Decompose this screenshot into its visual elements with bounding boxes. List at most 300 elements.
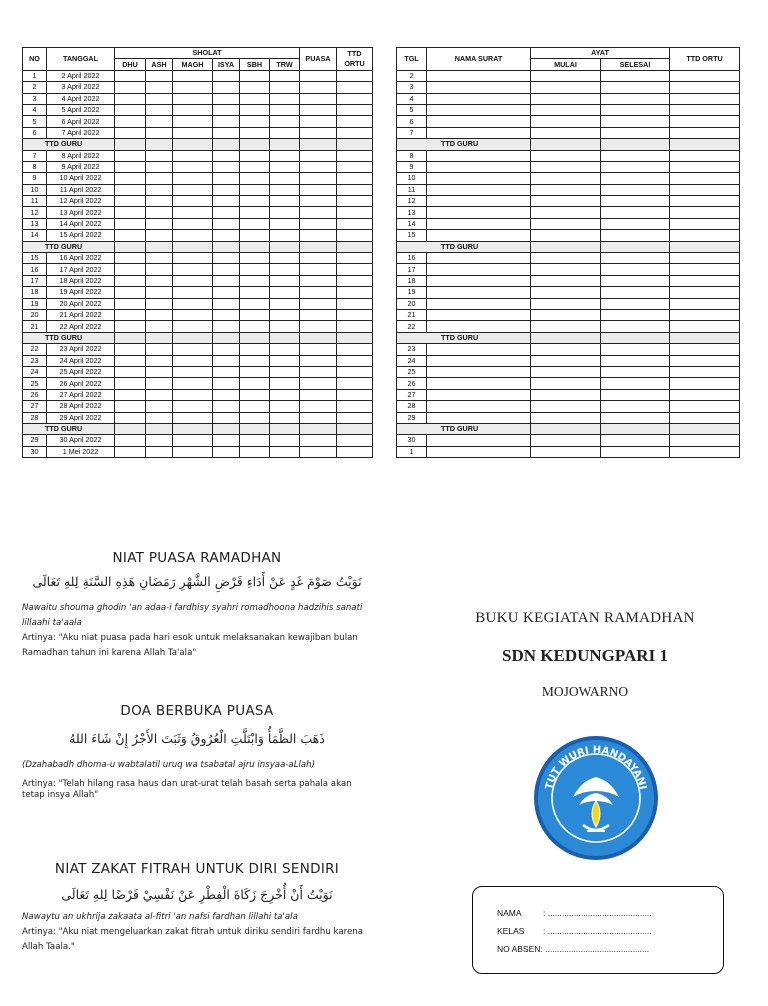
ttd-guru-cell[interactable] [173,241,213,252]
checklist-cell[interactable] [270,161,300,172]
checklist-cell[interactable] [213,389,240,400]
entry-cell[interactable] [670,264,740,275]
checklist-cell[interactable] [213,344,240,355]
entry-cell[interactable] [531,378,601,389]
ttd-guru-cell[interactable] [146,139,173,150]
checklist-cell[interactable] [240,309,270,320]
ttd-guru-cell[interactable] [270,139,300,150]
entry-cell[interactable] [531,150,601,161]
checklist-cell[interactable] [146,287,173,298]
checklist-cell[interactable] [300,435,337,446]
checklist-cell[interactable] [240,378,270,389]
ttd-guru-cell[interactable] [300,423,337,434]
checklist-cell[interactable] [300,378,337,389]
checklist-cell[interactable] [300,287,337,298]
checklist-cell[interactable] [146,161,173,172]
checklist-cell[interactable] [173,184,213,195]
checklist-cell[interactable] [270,218,300,229]
checklist-cell[interactable] [115,93,146,104]
checklist-cell[interactable] [337,378,373,389]
checklist-cell[interactable] [337,309,373,320]
entry-cell[interactable] [601,82,670,93]
checklist-cell[interactable] [115,389,146,400]
checklist-cell[interactable] [240,412,270,423]
entry-cell[interactable] [427,70,531,81]
checklist-cell[interactable] [240,127,270,138]
entry-cell[interactable] [601,218,670,229]
entry-cell[interactable] [601,446,670,457]
checklist-cell[interactable] [146,264,173,275]
checklist-cell[interactable] [240,207,270,218]
ttd-guru-cell[interactable] [173,423,213,434]
entry-cell[interactable] [531,82,601,93]
checklist-cell[interactable] [213,401,240,412]
ttd-guru-cell[interactable] [240,332,270,343]
checklist-cell[interactable] [146,412,173,423]
ttd-guru-cell[interactable] [337,139,373,150]
checklist-cell[interactable] [115,355,146,366]
checklist-cell[interactable] [240,287,270,298]
checklist-cell[interactable] [146,127,173,138]
checklist-cell[interactable] [337,207,373,218]
ttd-guru-cell[interactable] [531,241,601,252]
ttd-guru-cell[interactable] [270,332,300,343]
checklist-cell[interactable] [337,401,373,412]
checklist-cell[interactable] [300,93,337,104]
checklist-cell[interactable] [337,70,373,81]
checklist-cell[interactable] [146,184,173,195]
checklist-cell[interactable] [337,150,373,161]
entry-cell[interactable] [670,287,740,298]
checklist-cell[interactable] [300,253,337,264]
entry-cell[interactable] [670,218,740,229]
ttd-guru-cell[interactable] [337,423,373,434]
checklist-cell[interactable] [213,446,240,457]
checklist-cell[interactable] [115,287,146,298]
entry-cell[interactable] [601,412,670,423]
entry-cell[interactable] [531,173,601,184]
checklist-cell[interactable] [173,116,213,127]
checklist-cell[interactable] [115,150,146,161]
ttd-guru-cell[interactable] [531,423,601,434]
entry-cell[interactable] [427,309,531,320]
checklist-cell[interactable] [240,70,270,81]
entry-cell[interactable] [427,173,531,184]
entry-cell[interactable] [531,253,601,264]
checklist-cell[interactable] [337,264,373,275]
checklist-cell[interactable] [173,309,213,320]
checklist-cell[interactable] [300,344,337,355]
ttd-guru-cell[interactable] [337,332,373,343]
checklist-cell[interactable] [115,173,146,184]
checklist-cell[interactable] [173,355,213,366]
checklist-cell[interactable] [146,253,173,264]
entry-cell[interactable] [427,82,531,93]
entry-cell[interactable] [601,401,670,412]
entry-cell[interactable] [601,366,670,377]
entry-cell[interactable] [427,150,531,161]
checklist-cell[interactable] [240,161,270,172]
ttd-guru-cell[interactable] [240,241,270,252]
ttd-guru-cell[interactable] [601,241,670,252]
checklist-cell[interactable] [213,287,240,298]
checklist-cell[interactable] [173,298,213,309]
checklist-cell[interactable] [173,435,213,446]
entry-cell[interactable] [531,321,601,332]
checklist-cell[interactable] [213,104,240,115]
checklist-cell[interactable] [337,82,373,93]
ttd-guru-cell[interactable] [146,332,173,343]
nama-field[interactable]: : ............................................ [543,908,652,918]
checklist-cell[interactable] [240,150,270,161]
checklist-cell[interactable] [213,150,240,161]
checklist-cell[interactable] [270,287,300,298]
checklist-cell[interactable] [337,275,373,286]
checklist-cell[interactable] [240,230,270,241]
checklist-cell[interactable] [213,184,240,195]
checklist-cell[interactable] [213,321,240,332]
checklist-cell[interactable] [173,218,213,229]
checklist-cell[interactable] [115,104,146,115]
checklist-cell[interactable] [173,287,213,298]
entry-cell[interactable] [531,264,601,275]
entry-cell[interactable] [670,104,740,115]
checklist-cell[interactable] [146,321,173,332]
entry-cell[interactable] [427,412,531,423]
checklist-cell[interactable] [173,230,213,241]
ttd-guru-cell[interactable] [173,332,213,343]
entry-cell[interactable] [670,207,740,218]
checklist-cell[interactable] [240,355,270,366]
checklist-cell[interactable] [300,355,337,366]
entry-cell[interactable] [601,116,670,127]
entry-cell[interactable] [601,184,670,195]
entry-cell[interactable] [531,196,601,207]
entry-cell[interactable] [531,355,601,366]
entry-cell[interactable] [531,207,601,218]
checklist-cell[interactable] [146,104,173,115]
entry-cell[interactable] [531,401,601,412]
checklist-cell[interactable] [240,82,270,93]
checklist-cell[interactable] [337,104,373,115]
entry-cell[interactable] [427,230,531,241]
ttd-guru-cell[interactable] [240,139,270,150]
ttd-guru-cell[interactable] [670,139,740,150]
checklist-cell[interactable] [146,218,173,229]
ttd-guru-cell[interactable] [213,423,240,434]
entry-cell[interactable] [601,275,670,286]
checklist-cell[interactable] [146,275,173,286]
entry-cell[interactable] [670,93,740,104]
ttd-guru-cell[interactable] [601,423,670,434]
ttd-guru-cell[interactable] [240,423,270,434]
entry-cell[interactable] [427,366,531,377]
checklist-cell[interactable] [240,435,270,446]
checklist-cell[interactable] [115,435,146,446]
entry-cell[interactable] [670,401,740,412]
checklist-cell[interactable] [300,446,337,457]
checklist-cell[interactable] [337,344,373,355]
entry-cell[interactable] [670,389,740,400]
checklist-cell[interactable] [146,366,173,377]
checklist-cell[interactable] [270,298,300,309]
checklist-cell[interactable] [270,389,300,400]
checklist-cell[interactable] [270,70,300,81]
checklist-cell[interactable] [146,82,173,93]
checklist-cell[interactable] [270,401,300,412]
checklist-cell[interactable] [337,446,373,457]
checklist-cell[interactable] [270,435,300,446]
checklist-cell[interactable] [300,218,337,229]
checklist-cell[interactable] [240,344,270,355]
entry-cell[interactable] [601,287,670,298]
ttd-guru-cell[interactable] [300,241,337,252]
checklist-cell[interactable] [173,253,213,264]
checklist-cell[interactable] [146,150,173,161]
entry-cell[interactable] [427,446,531,457]
checklist-cell[interactable] [240,218,270,229]
checklist-cell[interactable] [115,401,146,412]
entry-cell[interactable] [601,104,670,115]
checklist-cell[interactable] [115,378,146,389]
ttd-guru-cell[interactable] [213,139,240,150]
checklist-cell[interactable] [115,264,146,275]
checklist-cell[interactable] [213,230,240,241]
entry-cell[interactable] [670,70,740,81]
checklist-cell[interactable] [173,82,213,93]
checklist-cell[interactable] [300,70,337,81]
entry-cell[interactable] [427,401,531,412]
entry-cell[interactable] [531,70,601,81]
checklist-cell[interactable] [213,161,240,172]
checklist-cell[interactable] [270,116,300,127]
checklist-cell[interactable] [270,275,300,286]
checklist-cell[interactable] [115,230,146,241]
checklist-cell[interactable] [270,355,300,366]
entry-cell[interactable] [601,298,670,309]
checklist-cell[interactable] [270,93,300,104]
checklist-cell[interactable] [146,435,173,446]
ttd-guru-cell[interactable] [115,332,146,343]
checklist-cell[interactable] [213,207,240,218]
checklist-cell[interactable] [270,104,300,115]
entry-cell[interactable] [601,230,670,241]
entry-cell[interactable] [427,275,531,286]
checklist-cell[interactable] [270,412,300,423]
checklist-cell[interactable] [337,321,373,332]
checklist-cell[interactable] [300,412,337,423]
checklist-cell[interactable] [213,378,240,389]
entry-cell[interactable] [670,378,740,389]
entry-cell[interactable] [427,116,531,127]
entry-cell[interactable] [670,366,740,377]
entry-cell[interactable] [601,253,670,264]
checklist-cell[interactable] [146,230,173,241]
entry-cell[interactable] [670,173,740,184]
entry-cell[interactable] [531,446,601,457]
ttd-guru-cell[interactable] [601,139,670,150]
entry-cell[interactable] [427,253,531,264]
checklist-cell[interactable] [270,207,300,218]
checklist-cell[interactable] [270,82,300,93]
checklist-cell[interactable] [337,218,373,229]
checklist-cell[interactable] [173,93,213,104]
checklist-cell[interactable] [270,230,300,241]
checklist-cell[interactable] [270,309,300,320]
entry-cell[interactable] [670,161,740,172]
absen-field[interactable]: : ............................................ [540,944,650,954]
ttd-guru-cell[interactable] [300,332,337,343]
checklist-cell[interactable] [115,366,146,377]
checklist-cell[interactable] [115,127,146,138]
checklist-cell[interactable] [213,82,240,93]
entry-cell[interactable] [427,161,531,172]
entry-cell[interactable] [601,355,670,366]
checklist-cell[interactable] [240,446,270,457]
entry-cell[interactable] [670,127,740,138]
checklist-cell[interactable] [270,150,300,161]
entry-cell[interactable] [531,298,601,309]
checklist-cell[interactable] [337,355,373,366]
checklist-cell[interactable] [270,184,300,195]
checklist-cell[interactable] [115,116,146,127]
checklist-cell[interactable] [146,70,173,81]
checklist-cell[interactable] [173,173,213,184]
checklist-cell[interactable] [270,378,300,389]
checklist-cell[interactable] [337,196,373,207]
checklist-cell[interactable] [240,253,270,264]
checklist-cell[interactable] [270,127,300,138]
checklist-cell[interactable] [337,230,373,241]
checklist-cell[interactable] [213,253,240,264]
ttd-guru-cell[interactable] [270,423,300,434]
checklist-cell[interactable] [146,298,173,309]
checklist-cell[interactable] [115,196,146,207]
checklist-cell[interactable] [115,298,146,309]
checklist-cell[interactable] [337,253,373,264]
checklist-cell[interactable] [173,161,213,172]
checklist-cell[interactable] [240,196,270,207]
entry-cell[interactable] [427,378,531,389]
checklist-cell[interactable] [115,218,146,229]
entry-cell[interactable] [670,344,740,355]
entry-cell[interactable] [670,309,740,320]
checklist-cell[interactable] [173,104,213,115]
entry-cell[interactable] [670,275,740,286]
entry-cell[interactable] [601,93,670,104]
ttd-guru-cell[interactable] [173,139,213,150]
entry-cell[interactable] [601,196,670,207]
entry-cell[interactable] [601,378,670,389]
checklist-cell[interactable] [337,161,373,172]
checklist-cell[interactable] [337,298,373,309]
entry-cell[interactable] [670,116,740,127]
checklist-cell[interactable] [300,161,337,172]
checklist-cell[interactable] [270,344,300,355]
checklist-cell[interactable] [300,150,337,161]
entry-cell[interactable] [601,70,670,81]
checklist-cell[interactable] [213,127,240,138]
entry-cell[interactable] [427,355,531,366]
checklist-cell[interactable] [300,207,337,218]
checklist-cell[interactable] [146,446,173,457]
entry-cell[interactable] [427,104,531,115]
checklist-cell[interactable] [173,196,213,207]
checklist-cell[interactable] [270,173,300,184]
entry-cell[interactable] [670,196,740,207]
checklist-cell[interactable] [300,173,337,184]
checklist-cell[interactable] [213,435,240,446]
checklist-cell[interactable] [240,93,270,104]
checklist-cell[interactable] [300,116,337,127]
checklist-cell[interactable] [213,196,240,207]
checklist-cell[interactable] [146,401,173,412]
entry-cell[interactable] [427,207,531,218]
entry-cell[interactable] [531,104,601,115]
ttd-guru-cell[interactable] [115,241,146,252]
checklist-cell[interactable] [240,321,270,332]
checklist-cell[interactable] [213,412,240,423]
entry-cell[interactable] [531,435,601,446]
checklist-cell[interactable] [173,389,213,400]
entry-cell[interactable] [601,321,670,332]
entry-cell[interactable] [670,446,740,457]
checklist-cell[interactable] [173,207,213,218]
checklist-cell[interactable] [337,412,373,423]
entry-cell[interactable] [427,196,531,207]
entry-cell[interactable] [531,287,601,298]
checklist-cell[interactable] [337,93,373,104]
entry-cell[interactable] [601,150,670,161]
entry-cell[interactable] [427,127,531,138]
checklist-cell[interactable] [300,230,337,241]
kelas-field[interactable]: : ............................................ [543,926,652,936]
entry-cell[interactable] [427,344,531,355]
checklist-cell[interactable] [337,173,373,184]
checklist-cell[interactable] [240,184,270,195]
ttd-guru-cell[interactable] [670,241,740,252]
checklist-cell[interactable] [337,287,373,298]
checklist-cell[interactable] [240,275,270,286]
checklist-cell[interactable] [240,298,270,309]
entry-cell[interactable] [427,218,531,229]
ttd-guru-cell[interactable] [300,139,337,150]
checklist-cell[interactable] [300,401,337,412]
entry-cell[interactable] [531,412,601,423]
checklist-cell[interactable] [146,196,173,207]
ttd-guru-cell[interactable] [670,332,740,343]
entry-cell[interactable] [670,435,740,446]
checklist-cell[interactable] [337,116,373,127]
checklist-cell[interactable] [240,389,270,400]
entry-cell[interactable] [601,173,670,184]
ttd-guru-cell[interactable] [531,332,601,343]
checklist-cell[interactable] [240,264,270,275]
checklist-cell[interactable] [115,161,146,172]
entry-cell[interactable] [670,184,740,195]
checklist-cell[interactable] [115,344,146,355]
ttd-guru-cell[interactable] [670,423,740,434]
checklist-cell[interactable] [270,253,300,264]
ttd-guru-cell[interactable] [115,423,146,434]
checklist-cell[interactable] [115,412,146,423]
checklist-cell[interactable] [115,446,146,457]
ttd-guru-cell[interactable] [337,241,373,252]
checklist-cell[interactable] [270,264,300,275]
checklist-cell[interactable] [240,366,270,377]
checklist-cell[interactable] [213,309,240,320]
entry-cell[interactable] [427,287,531,298]
